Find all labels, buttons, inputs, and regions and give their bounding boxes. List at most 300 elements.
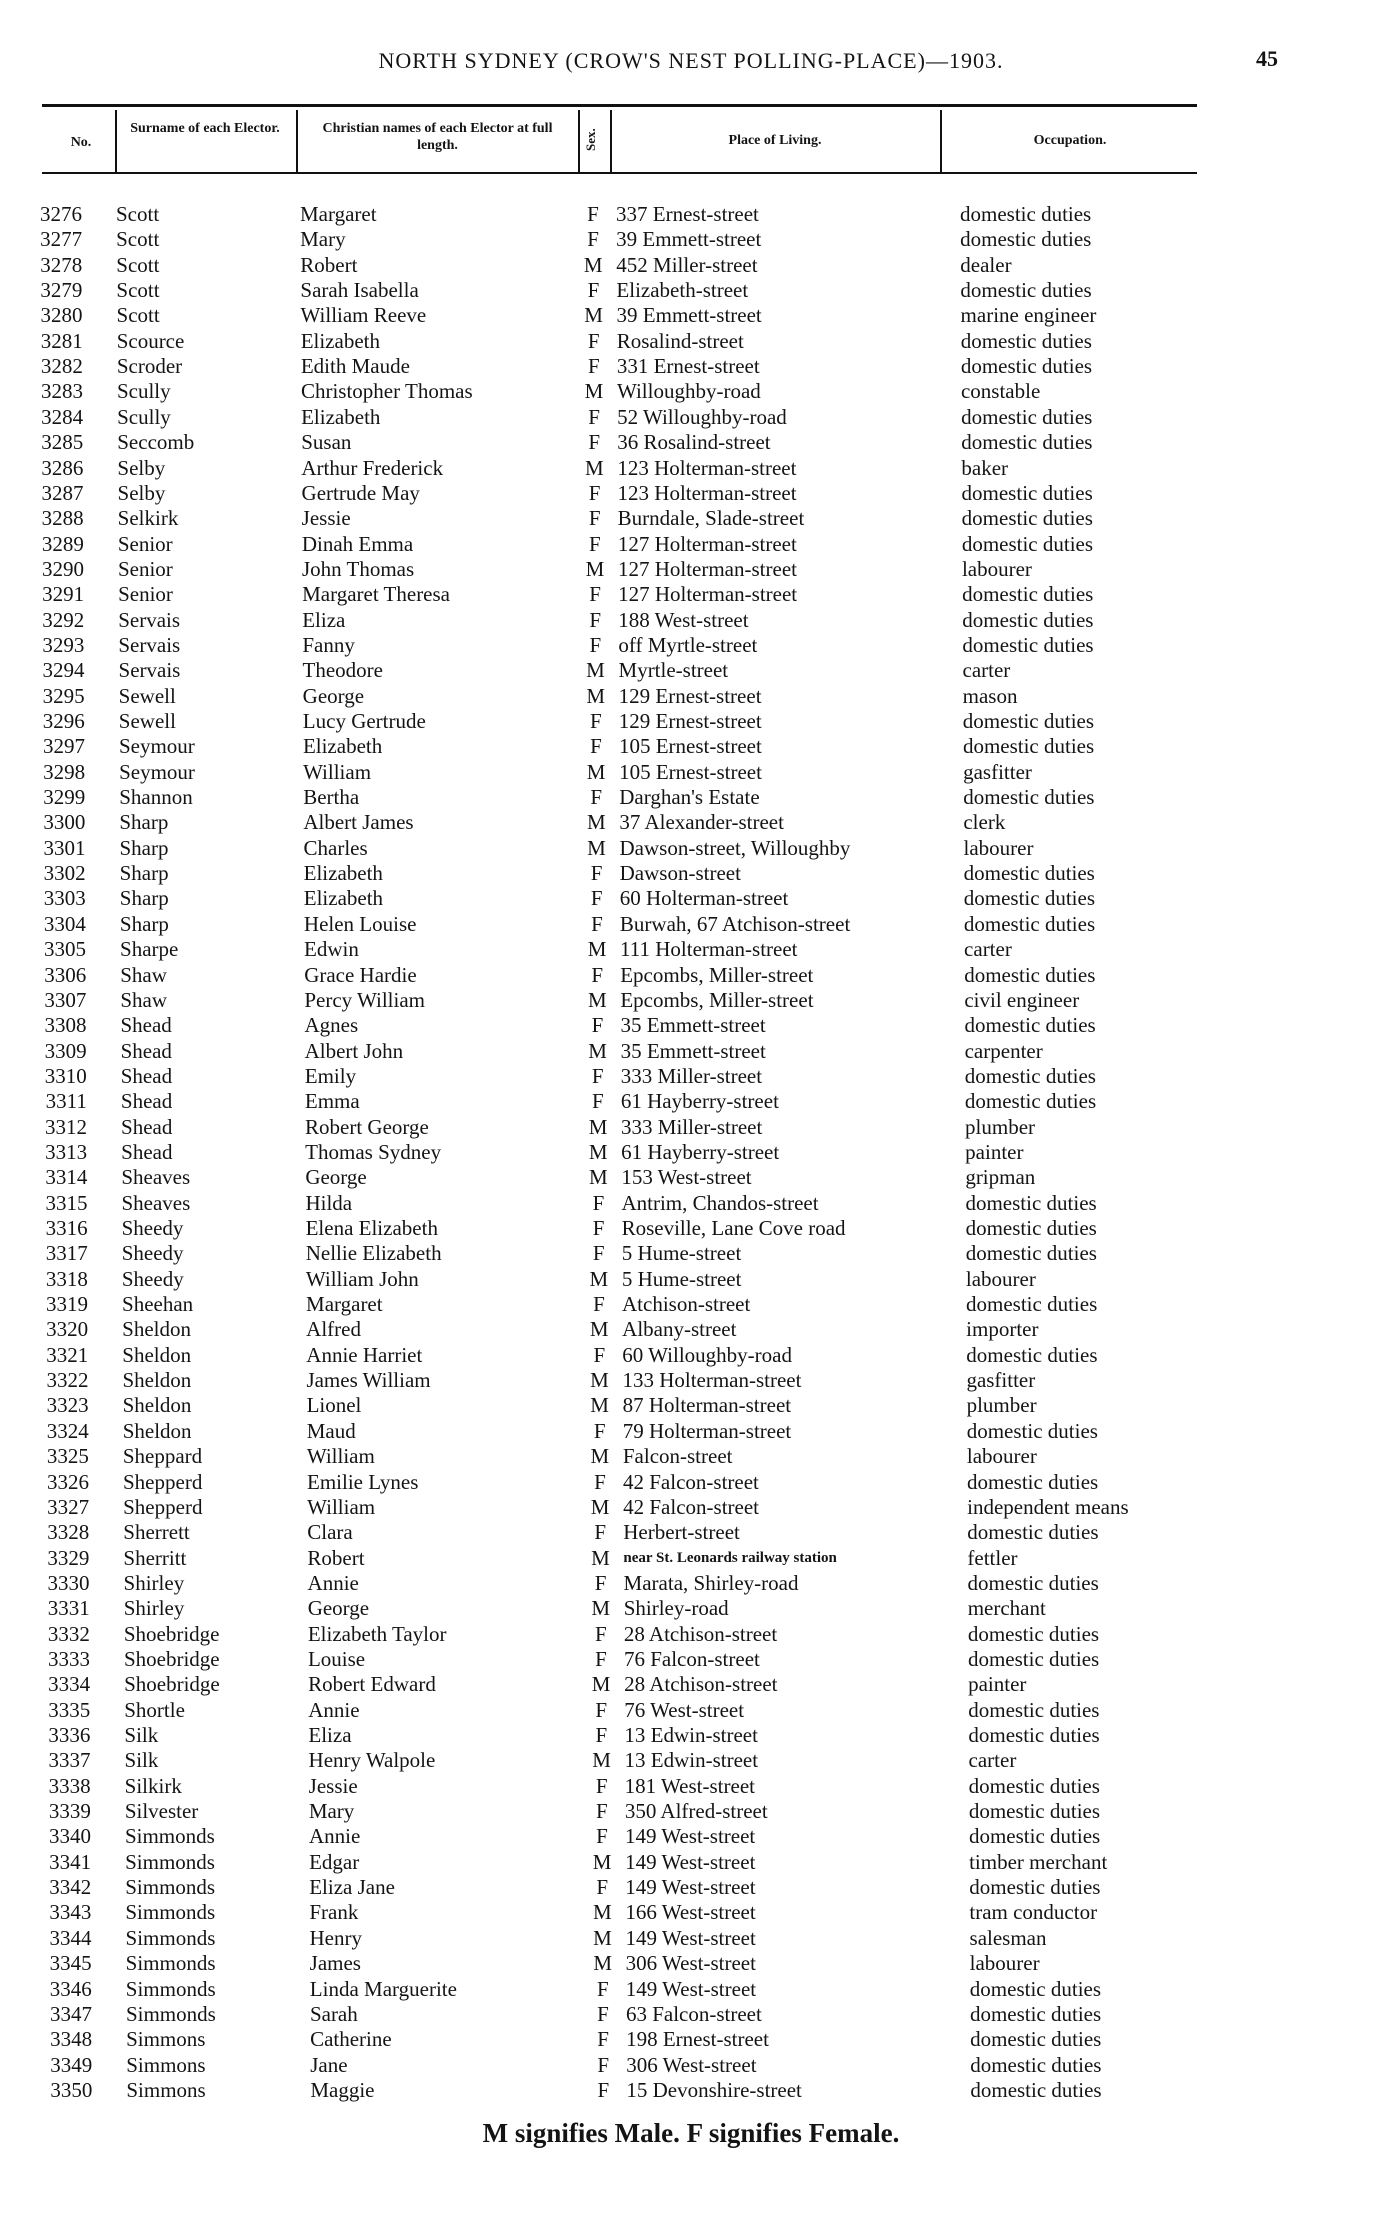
- elector-surname: Sheaves: [121, 1165, 191, 1190]
- elector-sex: M: [584, 379, 604, 404]
- elector-sex: M: [589, 1317, 609, 1342]
- table-row: [0, 658, 1382, 683]
- elector-occupation: painter: [965, 1139, 1024, 1164]
- table-row: [0, 1191, 1382, 1216]
- elector-christian-names: William: [303, 759, 372, 784]
- elector-number: 3328: [47, 1520, 90, 1545]
- elector-surname: Servais: [118, 607, 181, 632]
- elector-christian-names: Emma: [304, 1089, 360, 1114]
- elector-surname: Shaw: [120, 987, 167, 1012]
- elector-occupation: domestic duties: [962, 632, 1094, 657]
- elector-sex: F: [588, 480, 601, 505]
- elector-place: 28 Atchison-street: [623, 1621, 778, 1646]
- elector-sex: M: [586, 759, 606, 784]
- elector-occupation: domestic duties: [961, 506, 1093, 531]
- elector-place: 111 Holterman-street: [620, 937, 798, 962]
- elector-surname: Servais: [118, 658, 181, 683]
- elector-place: 333 Miller-street: [621, 1114, 763, 1139]
- table-row: [0, 1824, 1382, 1849]
- elector-number: 3350: [50, 2077, 93, 2102]
- header-place: Place of Living.: [728, 133, 822, 148]
- elector-place: Marata, Shirley-road: [623, 1570, 799, 1595]
- table-row: [0, 988, 1382, 1013]
- elector-number: 3282: [40, 354, 83, 379]
- elector-christian-names: George: [307, 1596, 370, 1621]
- elector-occupation: domestic duties: [960, 227, 1092, 252]
- elector-sex: M: [588, 1139, 608, 1164]
- elector-christian-names: Elizabeth: [303, 861, 383, 886]
- elector-sex: F: [593, 1292, 605, 1317]
- elector-place: 52 Willoughby-road: [617, 404, 787, 429]
- elector-sex: M: [591, 1596, 611, 1621]
- elector-place: Antrim, Chandos-street: [621, 1190, 819, 1215]
- elector-sex: F: [587, 354, 600, 379]
- elector-surname: Sheaves: [121, 1190, 191, 1215]
- elector-occupation: domestic duties: [962, 709, 1095, 733]
- elector-sex: F: [588, 430, 601, 455]
- elector-occupation: domestic duties: [966, 1342, 1098, 1367]
- table-row: [0, 253, 1382, 278]
- elector-number: 3311: [45, 1089, 87, 1114]
- elector-surname: Shead: [120, 1089, 173, 1114]
- elector-surname: Shoebridge: [124, 1672, 220, 1697]
- elector-place: Rosalind-street: [616, 328, 744, 353]
- elector-surname: Shirley: [123, 1570, 185, 1595]
- elector-occupation: labourer: [966, 1444, 1037, 1469]
- elector-number: 3289: [41, 531, 84, 556]
- elector-christian-names: Elena Elizabeth: [305, 1216, 438, 1240]
- table-row: [0, 1850, 1382, 1875]
- elector-christian-names: Emily: [304, 1063, 357, 1088]
- page-number: 45: [1256, 46, 1278, 71]
- elector-christian-names: Margaret: [306, 1292, 383, 1317]
- elector-number: 3314: [45, 1165, 88, 1190]
- elector-christian-names: Henry: [309, 1925, 362, 1950]
- elector-sex: M: [584, 303, 603, 328]
- elector-surname: Simmonds: [125, 1925, 216, 1950]
- elector-christian-names: Elizabeth: [301, 404, 381, 429]
- elector-place: 127 Holterman-street: [618, 582, 798, 607]
- elector-number: 3322: [46, 1368, 89, 1393]
- elector-sex: F: [588, 404, 600, 429]
- elector-occupation: merchant: [967, 1596, 1046, 1621]
- elector-number: 3307: [44, 987, 87, 1012]
- elector-surname: Simmonds: [125, 1976, 216, 2001]
- elector-sex: M: [593, 1925, 612, 1950]
- elector-christian-names: Robert: [307, 1545, 365, 1570]
- elector-christian-names: Maud: [306, 1418, 356, 1443]
- table-row: [0, 1292, 1382, 1317]
- elector-christian-names: Edgar: [309, 1849, 360, 1874]
- elector-place: 181 West-street: [624, 1773, 755, 1798]
- elector-surname: Simmonds: [125, 1951, 216, 1976]
- elector-occupation: domestic duties: [968, 1697, 1100, 1722]
- elector-christian-names: Linda Marguerite: [309, 1976, 457, 2001]
- elector-place: 60 Willoughby-road: [622, 1342, 792, 1367]
- elector-place: 63 Falcon-street: [625, 2001, 762, 2026]
- elector-surname: Scott: [116, 202, 160, 226]
- elector-occupation: salesman: [969, 1925, 1047, 1950]
- elector-sex: F: [594, 1621, 607, 1646]
- elector-surname: Shoebridge: [123, 1621, 220, 1646]
- elector-sex: M: [585, 556, 605, 581]
- elector-christian-names: Alfred: [306, 1317, 361, 1342]
- elector-place: 61 Hayberry-street: [620, 1089, 779, 1114]
- elector-surname: Senior: [118, 582, 173, 607]
- elector-place: Dawson-street: [619, 861, 741, 886]
- elector-number: 3288: [41, 506, 84, 531]
- elector-place: Epcombs, Miller-street: [620, 962, 814, 987]
- elector-surname: Simmons: [126, 2052, 206, 2077]
- header-divider: [115, 110, 117, 174]
- elector-place: Herbert-street: [623, 1520, 740, 1545]
- elector-occupation: labourer: [963, 835, 1034, 860]
- table-row: [0, 785, 1382, 810]
- elector-christian-names: Percy William: [304, 987, 425, 1012]
- elector-occupation: domestic duties: [967, 1469, 1099, 1494]
- elector-number: 3283: [40, 379, 83, 404]
- elector-number: 3330: [47, 1570, 90, 1595]
- elector-sex: F: [587, 328, 600, 353]
- table-row: [0, 2002, 1382, 2027]
- elector-occupation: domestic duties: [963, 785, 1095, 810]
- elector-occupation: domestic duties: [963, 861, 1095, 886]
- elector-surname: Scroder: [116, 354, 183, 379]
- elector-surname: Silkirk: [124, 1773, 182, 1798]
- elector-sex: M: [587, 810, 606, 835]
- elector-surname: Shoebridge: [123, 1646, 220, 1671]
- table-row: [0, 1368, 1382, 1393]
- elector-sex: F: [592, 1241, 605, 1266]
- elector-occupation: timber merchant: [969, 1849, 1108, 1874]
- table-row: [0, 1596, 1382, 1621]
- table-row: [0, 886, 1382, 911]
- elector-christian-names: Nellie Elizabeth: [305, 1241, 442, 1266]
- elector-number: 3320: [46, 1317, 89, 1342]
- elector-occupation: civil engineer: [964, 987, 1080, 1012]
- elector-place: 5 Hume-street: [621, 1266, 742, 1291]
- elector-christian-names: Grace Hardie: [304, 962, 417, 987]
- elector-surname: Sharp: [119, 861, 169, 886]
- elector-occupation: domestic duties: [961, 430, 1093, 455]
- elector-number: 3310: [44, 1063, 87, 1088]
- elector-occupation: carter: [962, 658, 1011, 683]
- elector-place: 331 Ernest-street: [616, 354, 760, 379]
- elector-number: 3280: [40, 303, 83, 328]
- elector-christian-names: Henry Walpole: [308, 1748, 436, 1773]
- elector-number: 3347: [49, 2001, 92, 2026]
- elector-number: 3297: [42, 734, 85, 759]
- elector-number: 3318: [45, 1266, 88, 1291]
- elector-occupation: domestic duties: [970, 2077, 1102, 2102]
- elector-number: 3302: [43, 861, 86, 886]
- elector-place: 350 Alfred-street: [624, 1799, 768, 1824]
- table-row: [0, 1216, 1382, 1241]
- table-row: [0, 1267, 1382, 1292]
- elector-christian-names: Eliza: [302, 607, 346, 632]
- elector-place: Dawson-street, Willoughby: [619, 835, 851, 860]
- elector-surname: Simmons: [126, 2027, 206, 2052]
- elector-surname: Sheldon: [122, 1368, 192, 1393]
- elector-christian-names: Annie Harriet: [306, 1342, 423, 1367]
- elector-surname: Shead: [120, 1038, 172, 1063]
- elector-place: 13 Edwin-street: [624, 1723, 758, 1747]
- table-row: [0, 1900, 1382, 1925]
- elector-surname: Shead: [120, 1013, 172, 1038]
- elector-christian-names: William: [306, 1444, 375, 1469]
- elector-occupation: domestic duties: [970, 2027, 1102, 2052]
- elector-number: 3301: [43, 835, 86, 860]
- elector-number: 3305: [44, 937, 87, 962]
- elector-number: 3293: [42, 632, 85, 657]
- elector-occupation: domestic duties: [961, 404, 1093, 429]
- elector-surname: Sharp: [119, 886, 169, 911]
- elector-christian-names: Thomas Sydney: [305, 1139, 442, 1164]
- elector-christian-names: Edith Maude: [300, 354, 410, 379]
- table-row: [0, 456, 1382, 481]
- table-row: [0, 1317, 1382, 1342]
- header-rule-bottom: [42, 172, 1197, 174]
- elector-place: Burndale, Slade-street: [617, 506, 805, 531]
- table-row: [0, 734, 1382, 759]
- elector-occupation: domestic duties: [960, 354, 1093, 379]
- elector-number: 3325: [46, 1444, 89, 1469]
- elector-occupation: domestic duties: [964, 1013, 1096, 1038]
- elector-place: 36 Rosalind-street: [617, 430, 771, 455]
- elector-place: 76 Falcon-street: [623, 1646, 760, 1671]
- elector-number: 3279: [40, 278, 83, 303]
- sex-legend: M signifies Male. F signifies Female.: [482, 2118, 900, 2148]
- elector-number: 3338: [48, 1773, 91, 1798]
- table-row: [0, 684, 1382, 709]
- elector-place: off Myrtle-street: [618, 632, 758, 657]
- table-row: [0, 1089, 1382, 1114]
- elector-occupation: domestic duties: [967, 1621, 1100, 1646]
- elector-place: 42 Falcon-street: [623, 1494, 759, 1519]
- elector-surname: Selby: [117, 455, 166, 480]
- elector-occupation: marine engineer: [960, 303, 1097, 328]
- elector-number: 3306: [44, 962, 87, 987]
- elector-christian-names: Eliza: [308, 1723, 352, 1747]
- elector-place: Albany-street: [622, 1317, 737, 1342]
- table-row: [0, 1140, 1382, 1165]
- elector-place: Epcombs, Miller-street: [620, 987, 814, 1012]
- table-row: [0, 1672, 1382, 1697]
- elector-surname: Scott: [116, 303, 160, 328]
- elector-place: 105 Ernest-street: [618, 734, 762, 759]
- elector-surname: Sheedy: [121, 1241, 184, 1266]
- elector-surname: Sheldon: [122, 1317, 191, 1342]
- header-divider: [578, 110, 580, 174]
- table-row: [0, 760, 1382, 785]
- elector-sex: M: [591, 1672, 611, 1697]
- elector-occupation: domestic duties: [963, 911, 1096, 936]
- elector-place: 452 Miller-street: [616, 252, 758, 277]
- elector-place: 60 Holterman-street: [619, 886, 789, 911]
- elector-surname: Sewell: [118, 683, 176, 708]
- header-christian-names: Christian names of each Elector at full length.: [322, 121, 553, 153]
- elector-sex: M: [591, 1545, 610, 1570]
- elector-christian-names: William John: [305, 1266, 419, 1291]
- elector-occupation: domestic duties: [966, 1292, 1098, 1317]
- elector-number: 3281: [40, 328, 83, 353]
- elector-number: 3327: [47, 1494, 90, 1519]
- elector-place: Myrtle-street: [618, 658, 729, 683]
- elector-christian-names: Annie: [308, 1697, 360, 1722]
- elector-surname: Shead: [121, 1114, 173, 1139]
- elector-sex: F: [590, 861, 603, 886]
- elector-occupation: carter: [964, 937, 1012, 962]
- elector-surname: Scott: [116, 278, 160, 303]
- elector-christian-names: Louise: [307, 1646, 366, 1671]
- elector-number: 3336: [48, 1723, 91, 1747]
- elector-number: 3323: [46, 1393, 89, 1418]
- elector-place: near St. Leonards railway station: [623, 1549, 837, 1566]
- elector-christian-names: John Thomas: [301, 556, 415, 581]
- elector-surname: Sheldon: [122, 1342, 192, 1367]
- header-no: No.: [70, 135, 92, 150]
- elector-surname: Shead: [120, 1063, 173, 1088]
- elector-christian-names: William Reeve: [300, 303, 427, 328]
- table-row: [0, 836, 1382, 861]
- elector-christian-names: Sarah Isabella: [300, 278, 419, 303]
- table-row: [0, 1444, 1382, 1469]
- elector-place: 42 Falcon-street: [623, 1469, 759, 1494]
- elector-sex: F: [591, 1013, 604, 1038]
- elector-number: 3303: [43, 886, 86, 911]
- elector-surname: Sheedy: [121, 1216, 184, 1240]
- elector-surname: Shepperd: [123, 1469, 203, 1494]
- elector-sex: F: [596, 1976, 609, 2001]
- elector-occupation: plumber: [966, 1393, 1037, 1418]
- elector-occupation: domestic duties: [962, 607, 1094, 632]
- elector-sex: F: [589, 632, 602, 657]
- elector-surname: Silvester: [124, 1799, 199, 1824]
- table-row: [0, 2027, 1382, 2052]
- elector-christian-names: Robert George: [305, 1114, 429, 1139]
- elector-surname: Scully: [117, 404, 171, 429]
- elector-occupation: painter: [968, 1672, 1027, 1697]
- elector-number: 3326: [47, 1469, 89, 1494]
- elector-occupation: domestic duties: [969, 1976, 1102, 2001]
- elector-sex: F: [594, 1469, 606, 1494]
- elector-sex: M: [583, 252, 603, 277]
- header-surname: Surname of each Elector.: [130, 121, 280, 136]
- table-row: [0, 506, 1382, 531]
- elector-surname: Seymour: [119, 759, 195, 784]
- elector-sex: F: [591, 962, 604, 987]
- elector-number: 3340: [48, 1824, 91, 1849]
- elector-place: 149 West-street: [625, 1976, 757, 2001]
- elector-occupation: constable: [960, 379, 1041, 404]
- elector-occupation: domestic duties: [967, 1646, 1100, 1671]
- table-row: [0, 2078, 1382, 2103]
- elector-sex: M: [590, 1393, 609, 1418]
- elector-sex: F: [590, 886, 603, 911]
- elector-number: 3331: [47, 1596, 90, 1621]
- elector-surname: Scource: [116, 328, 185, 353]
- elector-surname: Sheldon: [122, 1393, 192, 1418]
- page-title: NORTH SYDNEY (CROW'S NEST POLLING-PLACE)—1903.: [378, 48, 1004, 73]
- elector-sex: M: [587, 937, 607, 962]
- elector-number: 3335: [48, 1697, 91, 1722]
- header-divider: [610, 110, 612, 174]
- header-occupation: Occupation.: [1033, 133, 1107, 148]
- elector-number: 3296: [42, 709, 85, 733]
- elector-surname: Scully: [116, 379, 171, 404]
- elector-surname: Shead: [121, 1139, 173, 1164]
- table-row: [0, 633, 1382, 658]
- elector-number: 3317: [45, 1241, 88, 1266]
- elector-place: 306 West-street: [626, 2052, 757, 2077]
- elector-surname: Sherrett: [123, 1520, 190, 1545]
- table-row: [0, 2053, 1382, 2078]
- elector-occupation: domestic duties: [968, 1799, 1101, 1824]
- elector-place: 149 West-street: [625, 1925, 756, 1950]
- elector-number: 3345: [49, 1951, 92, 1976]
- header-divider: [940, 110, 942, 174]
- elector-sex: M: [593, 1951, 612, 1976]
- elector-occupation: domestic duties: [968, 1723, 1100, 1747]
- elector-number: 3343: [49, 1900, 92, 1925]
- elector-place: 35 Emmett-street: [620, 1013, 766, 1038]
- elector-number: 3329: [47, 1545, 90, 1570]
- elector-sex: F: [595, 1723, 608, 1747]
- table-row: [0, 1495, 1382, 1520]
- table-row: [0, 1723, 1382, 1748]
- elector-sex: M: [588, 1114, 608, 1139]
- elector-surname: Simmonds: [125, 2001, 216, 2026]
- table-row: [0, 202, 1382, 227]
- elector-sex: F: [597, 2027, 609, 2052]
- table-row: [0, 1571, 1382, 1596]
- elector-occupation: domestic duties: [968, 1824, 1101, 1849]
- table-row: [0, 937, 1382, 962]
- elector-surname: Sherritt: [123, 1545, 187, 1570]
- elector-christian-names: Lucy Gertrude: [302, 709, 426, 733]
- elector-occupation: tram conductor: [969, 1900, 1098, 1925]
- elector-place: 306 West-street: [625, 1951, 756, 1976]
- table-row: [0, 379, 1382, 404]
- elector-christian-names: Albert James: [303, 810, 414, 835]
- elector-christian-names: Elizabeth: [300, 328, 380, 353]
- elector-christian-names: Frank: [309, 1900, 359, 1925]
- elector-christian-names: Jessie: [308, 1773, 358, 1798]
- elector-place: Burwah, 67 Atchison-street: [619, 911, 851, 936]
- elector-place: Roseville, Lane Cove road: [621, 1216, 846, 1240]
- table-row: [0, 303, 1382, 328]
- elector-number: 3308: [44, 1013, 87, 1038]
- table-row: [0, 963, 1382, 988]
- table-row: [0, 1165, 1382, 1190]
- table-row: [0, 1622, 1382, 1647]
- elector-sex: M: [590, 1494, 610, 1519]
- elector-christian-names: Albert John: [304, 1038, 404, 1063]
- elector-place: 166 West-street: [625, 1900, 756, 1925]
- elector-place: 198 Ernest-street: [626, 2027, 769, 2052]
- elector-sex: F: [587, 227, 599, 252]
- elector-sex: M: [590, 1444, 610, 1469]
- elector-place: Elizabeth-street: [616, 278, 749, 303]
- elector-surname: Simmonds: [125, 1900, 216, 1925]
- elector-number: 3277: [40, 227, 83, 252]
- table-row: [0, 354, 1382, 379]
- elector-place: 123 Holterman-street: [617, 455, 797, 480]
- elector-sex: F: [596, 1875, 609, 1900]
- elector-sex: M: [586, 658, 605, 683]
- elector-occupation: carter: [968, 1748, 1017, 1773]
- elector-place: 37 Alexander-street: [619, 810, 784, 835]
